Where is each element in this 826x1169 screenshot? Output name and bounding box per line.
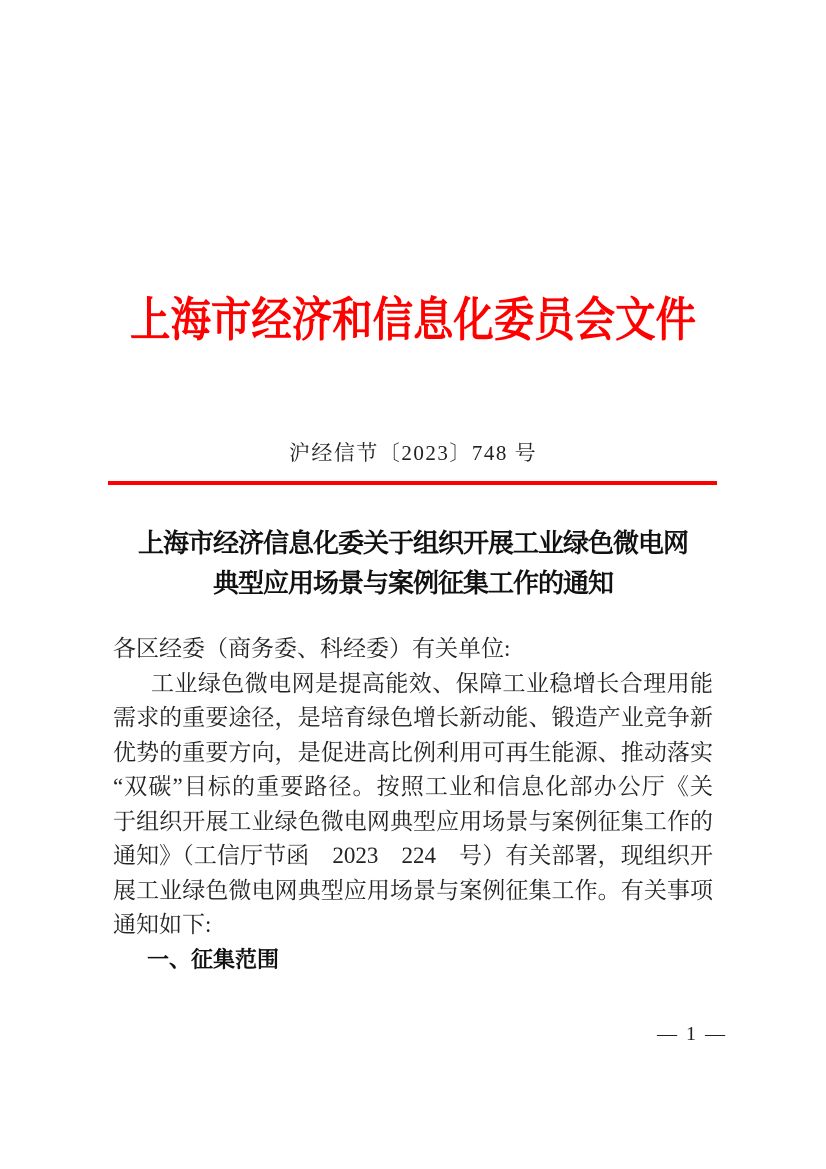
body-line: 于组织开展工业绿色微电网典型应用场景与案例征集工作的 <box>113 808 713 834</box>
page-number: — 1 — <box>657 1023 727 1045</box>
document-title <box>0 524 826 604</box>
body-line: 需求的重要途径，是培育绿色增长新动能、锻造产业竞争新 <box>113 705 713 730</box>
document-body <box>113 632 713 977</box>
agency-header-text: 上海市经济和信息化委员会文件 <box>130 295 696 347</box>
body-line: 工业绿色微电网是提高能效、保障工业稳增长合理用能 <box>151 670 713 696</box>
body-line: 优势的重要方向，是促进高比例利用可再生能源、推动落实 <box>113 739 713 765</box>
body-line: “双碳”目标的重要路径。按照工业和信息化部办公厅《关 <box>113 774 713 799</box>
salutation-line: 各区经委（商务委、科经委）有关单位: <box>113 636 511 661</box>
body-line: 通知》（工信厅节函 2023 224 号）有关部署，现组织开 <box>113 843 713 868</box>
document-title-line-2: 典型应用场景与案例征集工作的通知 <box>212 569 613 598</box>
document-agency-header <box>0 290 826 352</box>
document-title-line-1: 上海市经济信息化委关于组织开展工业绿色微电网 <box>137 529 688 558</box>
section-heading-collection-scope: 一、征集范围 <box>147 946 280 972</box>
body-line: 通知如下: <box>113 912 212 937</box>
red-divider-line <box>108 481 717 485</box>
body-line: 展工业绿色微电网典型应用场景与案例征集工作。有关事项 <box>113 877 713 903</box>
document-number: 沪经信节〔2023〕748 号 <box>288 441 538 465</box>
